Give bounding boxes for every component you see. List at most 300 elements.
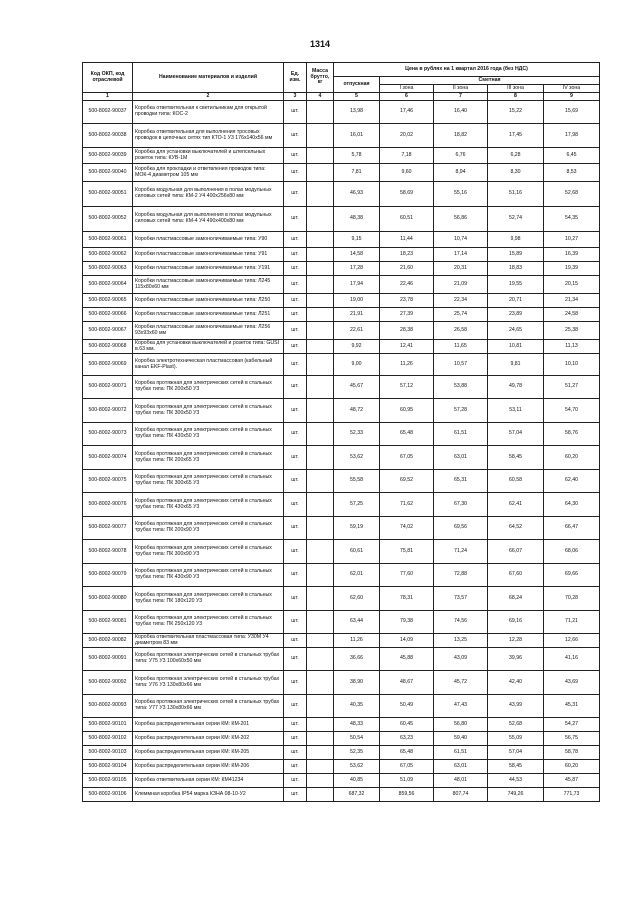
- zone-4-price-cell: 62,40: [544, 470, 600, 493]
- column-number: 7: [434, 93, 488, 101]
- table-row: [83, 732, 600, 746]
- okp-code-cell: 500-8002-90101: [83, 718, 133, 732]
- table-row: [83, 695, 600, 718]
- zone-1-price-cell: 28,38: [380, 322, 434, 340]
- material-name-cell: Коробка протяжная для электрических сетей в стальных трубах типа: ПК 300х50 У3: [133, 399, 284, 423]
- material-name-cell: Коробка распределительная серии КМ: КМ-201: [133, 718, 284, 732]
- material-name-cell: Коробка ответвительная к светильникам для открытой проводки типа: КОС-2: [133, 101, 284, 124]
- table-row: [83, 399, 600, 423]
- zone-4-price-cell: 20,15: [544, 276, 600, 294]
- material-name-cell: Коробка электротехническая пластмассовая (кабельный канал EKF-Plast).: [133, 354, 284, 376]
- zone-1-price-cell: 65,48: [380, 423, 434, 446]
- okp-code-cell: 500-8002-90103: [83, 746, 133, 760]
- column-number: 2: [133, 93, 284, 101]
- zone-2-price-cell: 13,25: [434, 634, 488, 648]
- mass-cell: [307, 540, 334, 564]
- table-row: [83, 101, 600, 124]
- mass-cell: [307, 746, 334, 760]
- mass-cell: [307, 788, 334, 802]
- zone-2-price-cell: 25,74: [434, 308, 488, 322]
- zone-4-price-cell: 41,16: [544, 648, 600, 671]
- mass-cell: [307, 340, 334, 354]
- unit-cell: шт.: [284, 611, 307, 634]
- release-price-cell: 9,00: [334, 354, 380, 376]
- mass-cell: [307, 124, 334, 148]
- zone-1-price-cell: 859,56: [380, 788, 434, 802]
- unit-cell: шт.: [284, 774, 307, 788]
- zone-3-price-cell: 58,45: [488, 760, 544, 774]
- zone-4-price-cell: 17,98: [544, 124, 600, 148]
- okp-code-cell: 500-8002-90074: [83, 446, 133, 470]
- zone-2-price-cell: 57,28: [434, 399, 488, 423]
- table-row: [83, 182, 600, 207]
- zone-4-price-cell: 52,68: [544, 182, 600, 207]
- material-name-cell: Коробка для прокладки и ответвления проводов типа: МОК-4 диаметром 105 мм: [133, 164, 284, 182]
- unit-cell: шт.: [284, 399, 307, 423]
- material-name-cell: Коробка для установки выключателей и штепсельных розеток типа: КУВ-1М: [133, 148, 284, 164]
- column-number: 5: [334, 93, 380, 101]
- zone-2-price-cell: 11,65: [434, 340, 488, 354]
- release-price-cell: 9,92: [334, 340, 380, 354]
- mass-cell: [307, 423, 334, 446]
- release-price-cell: 17,94: [334, 276, 380, 294]
- release-price-cell: 36,66: [334, 648, 380, 671]
- zone-1-price-cell: 60,95: [380, 399, 434, 423]
- okp-code-cell: 500-8002-90067: [83, 322, 133, 340]
- unit-cell: шт.: [284, 564, 307, 587]
- mass-cell: [307, 517, 334, 540]
- mass-cell: [307, 207, 334, 232]
- okp-code-cell: 500-8002-90037: [83, 101, 133, 124]
- zone-4-price-cell: 45,87: [544, 774, 600, 788]
- zone-3-price-cell: 52,74: [488, 207, 544, 232]
- okp-code-cell: 500-8002-90104: [83, 760, 133, 774]
- zone-1-price-cell: 69,52: [380, 470, 434, 493]
- mass-cell: [307, 470, 334, 493]
- zone-1-price-cell: 12,41: [380, 340, 434, 354]
- release-price-cell: 21,91: [334, 308, 380, 322]
- release-price-cell: 57,25: [334, 493, 380, 517]
- release-price-cell: 50,54: [334, 732, 380, 746]
- material-name-cell: Коробка протяжная для электрических сетей в стальных трубах типа: ПК 200х90 У3: [133, 517, 284, 540]
- zone-3-price-cell: 749,26: [488, 788, 544, 802]
- zone-4-price-cell: 10,27: [544, 232, 600, 248]
- zone-3-price-cell: 8,30: [488, 164, 544, 182]
- zone-1-price-cell: 11,26: [380, 354, 434, 376]
- okp-code-cell: 500-8002-90081: [83, 611, 133, 634]
- zone-4-price-cell: 16,39: [544, 248, 600, 262]
- table-row: [83, 262, 600, 276]
- material-name-cell: Коробка распределительная серии КМ: КМ-206: [133, 760, 284, 774]
- header-price-group: Цена в рублях на 1 квартал 2016 года (без НДС): [334, 63, 600, 77]
- zone-3-price-cell: 69,16: [488, 611, 544, 634]
- zone-4-price-cell: 66,47: [544, 517, 600, 540]
- zone-3-price-cell: 42,40: [488, 671, 544, 695]
- zone-3-price-cell: 57,04: [488, 746, 544, 760]
- mass-cell: [307, 276, 334, 294]
- zone-3-price-cell: 64,52: [488, 517, 544, 540]
- release-price-cell: 22,61: [334, 322, 380, 340]
- unit-cell: шт.: [284, 207, 307, 232]
- zone-1-price-cell: 71,62: [380, 493, 434, 517]
- release-price-cell: 63,44: [334, 611, 380, 634]
- table-row: [83, 774, 600, 788]
- zone-1-price-cell: 27,39: [380, 308, 434, 322]
- mass-cell: [307, 101, 334, 124]
- column-numbers-row: [83, 93, 600, 101]
- zone-1-price-cell: 60,45: [380, 718, 434, 732]
- zone-2-price-cell: 53,88: [434, 376, 488, 399]
- table-row: [83, 470, 600, 493]
- mass-cell: [307, 248, 334, 262]
- unit-cell: шт.: [284, 634, 307, 648]
- zone-4-price-cell: 54,70: [544, 399, 600, 423]
- unit-cell: шт.: [284, 671, 307, 695]
- material-name-cell: Коробка протяжная для электрических сетей в стальных трубах типа: ПК 250х120 У3: [133, 611, 284, 634]
- header-zone-3: III зона: [488, 85, 544, 93]
- column-number: 9: [544, 93, 600, 101]
- okp-code-cell: 500-8002-90093: [83, 695, 133, 718]
- zone-4-price-cell: 19,39: [544, 262, 600, 276]
- release-price-cell: 40,85: [334, 774, 380, 788]
- table-row: [83, 648, 600, 671]
- okp-code-cell: 500-8002-90077: [83, 517, 133, 540]
- zone-1-price-cell: 67,05: [380, 446, 434, 470]
- material-name-cell: Коробка распределительная серии КМ: КМ-202: [133, 732, 284, 746]
- material-name-cell: Коробка модульная для выполнения в полах модульных силовых сетей типа: КМ-4 У4 490х400х80 мм: [133, 207, 284, 232]
- zone-1-price-cell: 65,48: [380, 746, 434, 760]
- unit-cell: шт.: [284, 746, 307, 760]
- table-row: [83, 760, 600, 774]
- zone-1-price-cell: 50,49: [380, 695, 434, 718]
- zone-4-price-cell: 6,45: [544, 148, 600, 164]
- zone-1-price-cell: 20,02: [380, 124, 434, 148]
- zone-3-price-cell: 55,09: [488, 732, 544, 746]
- mass-cell: [307, 399, 334, 423]
- zone-3-price-cell: 19,55: [488, 276, 544, 294]
- unit-cell: шт.: [284, 276, 307, 294]
- material-name-cell: Коробки пластмассовые замоноличиваемые типа: Л245 115х80х60 мм: [133, 276, 284, 294]
- zone-4-price-cell: 60,20: [544, 446, 600, 470]
- zone-1-price-cell: 79,38: [380, 611, 434, 634]
- table-row: [83, 294, 600, 308]
- mass-cell: [307, 354, 334, 376]
- header-name: Наименование материалов и изделий: [133, 63, 284, 93]
- zone-2-price-cell: 47,43: [434, 695, 488, 718]
- unit-cell: шт.: [284, 648, 307, 671]
- zone-3-price-cell: 58,45: [488, 446, 544, 470]
- material-name-cell: Коробка протяжная для электрических сетей в стальных трубах типа: ПК 430х65 У3: [133, 493, 284, 517]
- release-price-cell: 62,01: [334, 564, 380, 587]
- mass-cell: [307, 564, 334, 587]
- zone-2-price-cell: 59,40: [434, 732, 488, 746]
- material-name-cell: Клеммная коробка IP54 марка КЗНА 08-10-У2: [133, 788, 284, 802]
- zone-1-price-cell: 21,60: [380, 262, 434, 276]
- table-row: [83, 164, 600, 182]
- table-body: [83, 101, 600, 802]
- zone-3-price-cell: 53,11: [488, 399, 544, 423]
- zone-1-price-cell: 60,51: [380, 207, 434, 232]
- okp-code-cell: 500-8002-90052: [83, 207, 133, 232]
- zone-2-price-cell: 56,86: [434, 207, 488, 232]
- release-price-cell: 7,81: [334, 164, 380, 182]
- zone-2-price-cell: 10,57: [434, 354, 488, 376]
- zone-2-price-cell: 74,56: [434, 611, 488, 634]
- zone-2-price-cell: 26,58: [434, 322, 488, 340]
- mass-cell: [307, 182, 334, 207]
- mass-cell: [307, 732, 334, 746]
- okp-code-cell: 500-8002-90066: [83, 308, 133, 322]
- zone-1-price-cell: 74,02: [380, 517, 434, 540]
- material-name-cell: Коробка протяжная электрических сетей в стальных трубах типа: У77 У3 130х80х66 мм: [133, 695, 284, 718]
- zone-3-price-cell: 6,28: [488, 148, 544, 164]
- table-row: [83, 634, 600, 648]
- zone-4-price-cell: 12,66: [544, 634, 600, 648]
- unit-cell: шт.: [284, 322, 307, 340]
- zone-3-price-cell: 9,98: [488, 232, 544, 248]
- unit-cell: шт.: [284, 587, 307, 611]
- zone-1-price-cell: 51,09: [380, 774, 434, 788]
- okp-code-cell: 500-8002-90105: [83, 774, 133, 788]
- release-price-cell: 19,00: [334, 294, 380, 308]
- table-row: [83, 232, 600, 248]
- header-zone-1: I зона: [380, 85, 434, 93]
- material-name-cell: Коробка для установки выключателей и розеток типа: GUSI в.63 мм.: [133, 340, 284, 354]
- zone-4-price-cell: 58,76: [544, 423, 600, 446]
- release-price-cell: 48,33: [334, 718, 380, 732]
- table-row: [83, 493, 600, 517]
- material-name-cell: Коробка распределительная серии КМ: КМ-205: [133, 746, 284, 760]
- zone-2-price-cell: 67,30: [434, 493, 488, 517]
- zone-2-price-cell: 56,80: [434, 718, 488, 732]
- zone-4-price-cell: 56,75: [544, 732, 600, 746]
- zone-2-price-cell: 61,51: [434, 423, 488, 446]
- okp-code-cell: 500-8002-90039: [83, 148, 133, 164]
- zone-3-price-cell: 15,89: [488, 248, 544, 262]
- zone-2-price-cell: 21,09: [434, 276, 488, 294]
- zone-2-price-cell: 45,72: [434, 671, 488, 695]
- table-row: [83, 746, 600, 760]
- material-name-cell: Коробки пластмассовые замоноличиваемые типа: Л250: [133, 294, 284, 308]
- table-row: [83, 354, 600, 376]
- okp-code-cell: 500-8002-90064: [83, 276, 133, 294]
- unit-cell: шт.: [284, 354, 307, 376]
- unit-cell: шт.: [284, 294, 307, 308]
- zone-1-price-cell: 75,81: [380, 540, 434, 564]
- table-row: [83, 276, 600, 294]
- header-zone-4: IV зона: [544, 85, 600, 93]
- zone-1-price-cell: 57,12: [380, 376, 434, 399]
- unit-cell: шт.: [284, 446, 307, 470]
- zone-4-price-cell: 51,27: [544, 376, 600, 399]
- okp-code-cell: 500-8002-90082: [83, 634, 133, 648]
- okp-code-cell: 500-8002-90051: [83, 182, 133, 207]
- zone-3-price-cell: 67,60: [488, 564, 544, 587]
- zone-2-price-cell: 63,01: [434, 446, 488, 470]
- zone-4-price-cell: 68,06: [544, 540, 600, 564]
- zone-3-price-cell: 10,81: [488, 340, 544, 354]
- okp-code-cell: 500-8002-90092: [83, 671, 133, 695]
- unit-cell: шт.: [284, 517, 307, 540]
- unit-cell: шт.: [284, 760, 307, 774]
- unit-cell: шт.: [284, 232, 307, 248]
- zone-4-price-cell: 43,69: [544, 671, 600, 695]
- okp-code-cell: 500-8002-90062: [83, 248, 133, 262]
- zone-4-price-cell: 10,10: [544, 354, 600, 376]
- unit-cell: шт.: [284, 101, 307, 124]
- zone-2-price-cell: 10,74: [434, 232, 488, 248]
- zone-4-price-cell: 71,21: [544, 611, 600, 634]
- zone-4-price-cell: 8,53: [544, 164, 600, 182]
- unit-cell: шт.: [284, 732, 307, 746]
- release-price-cell: 14,58: [334, 248, 380, 262]
- column-number: 1: [83, 93, 133, 101]
- okp-code-cell: 500-8002-90106: [83, 788, 133, 802]
- table-row: [83, 587, 600, 611]
- zone-2-price-cell: 8,94: [434, 164, 488, 182]
- okp-code-cell: 500-8002-90069: [83, 354, 133, 376]
- material-name-cell: Коробка протяжная для электрических сетей в стальных трубах типа: ПК 200х50 У3: [133, 376, 284, 399]
- table-row: [83, 611, 600, 634]
- release-price-cell: 40,35: [334, 695, 380, 718]
- unit-cell: шт.: [284, 423, 307, 446]
- zone-1-price-cell: 67,05: [380, 760, 434, 774]
- release-price-cell: 48,38: [334, 207, 380, 232]
- zone-2-price-cell: 6,76: [434, 148, 488, 164]
- zone-1-price-cell: 9,60: [380, 164, 434, 182]
- table-row: [83, 423, 600, 446]
- table-row: [83, 540, 600, 564]
- mass-cell: [307, 262, 334, 276]
- price-table: [82, 62, 600, 802]
- column-number: 3: [284, 93, 307, 101]
- zone-1-price-cell: 14,09: [380, 634, 434, 648]
- unit-cell: шт.: [284, 470, 307, 493]
- okp-code-cell: 500-8002-90071: [83, 376, 133, 399]
- zone-3-price-cell: 68,24: [488, 587, 544, 611]
- zone-1-price-cell: 78,31: [380, 587, 434, 611]
- zone-2-price-cell: 18,82: [434, 124, 488, 148]
- zone-1-price-cell: 45,88: [380, 648, 434, 671]
- zone-3-price-cell: 43,99: [488, 695, 544, 718]
- material-name-cell: Коробка модульная для выполнения в полах модульных силовых сетей типа: КМ-2 У4 400х256х80 мм: [133, 182, 284, 207]
- material-name-cell: Коробка протяжная электрических сетей в стальных трубах типа: У75 У3 100х60х50 мм: [133, 648, 284, 671]
- unit-cell: шт.: [284, 248, 307, 262]
- zone-4-price-cell: 64,30: [544, 493, 600, 517]
- zone-2-price-cell: 17,14: [434, 248, 488, 262]
- zone-4-price-cell: 25,38: [544, 322, 600, 340]
- zone-3-price-cell: 57,04: [488, 423, 544, 446]
- zone-3-price-cell: 9,81: [488, 354, 544, 376]
- table-row: [83, 207, 600, 232]
- okp-code-cell: 500-8002-90072: [83, 399, 133, 423]
- header-mass: Масса брутто, кг: [307, 63, 334, 93]
- column-number: 6: [380, 93, 434, 101]
- release-price-cell: 16,01: [334, 124, 380, 148]
- zone-3-price-cell: 39,96: [488, 648, 544, 671]
- okp-code-cell: 500-8002-90061: [83, 232, 133, 248]
- okp-code-cell: 500-8002-90091: [83, 648, 133, 671]
- mass-cell: [307, 774, 334, 788]
- zone-1-price-cell: 7,18: [380, 148, 434, 164]
- mass-cell: [307, 648, 334, 671]
- table-row: [83, 308, 600, 322]
- zone-4-price-cell: 54,27: [544, 718, 600, 732]
- mass-cell: [307, 611, 334, 634]
- mass-cell: [307, 322, 334, 340]
- unit-cell: шт.: [284, 788, 307, 802]
- zone-4-price-cell: 771,73: [544, 788, 600, 802]
- column-number: 8: [488, 93, 544, 101]
- zone-3-price-cell: 20,71: [488, 294, 544, 308]
- mass-cell: [307, 164, 334, 182]
- material-name-cell: Коробки пластмассовые замоноличиваемые типа: У90: [133, 232, 284, 248]
- mass-cell: [307, 294, 334, 308]
- zone-3-price-cell: 66,07: [488, 540, 544, 564]
- mass-cell: [307, 148, 334, 164]
- release-price-cell: 59,19: [334, 517, 380, 540]
- material-name-cell: Коробка протяжная для электрических сетей в стальных трубах типа: ПК 300х65 У3: [133, 470, 284, 493]
- unit-cell: шт.: [284, 695, 307, 718]
- material-name-cell: Коробка протяжная для электрических сетей в стальных трубах типа: ПК 180х120 У3: [133, 587, 284, 611]
- zone-3-price-cell: 17,45: [488, 124, 544, 148]
- okp-code-cell: 500-8002-90073: [83, 423, 133, 446]
- unit-cell: шт.: [284, 376, 307, 399]
- zone-4-price-cell: 21,34: [544, 294, 600, 308]
- unit-cell: шт.: [284, 148, 307, 164]
- release-price-cell: 60,61: [334, 540, 380, 564]
- zone-1-price-cell: 18,23: [380, 248, 434, 262]
- release-price-cell: 53,62: [334, 760, 380, 774]
- release-price-cell: 9,15: [334, 232, 380, 248]
- okp-code-cell: 500-8002-90063: [83, 262, 133, 276]
- okp-code-cell: 500-8002-90080: [83, 587, 133, 611]
- release-price-cell: 55,58: [334, 470, 380, 493]
- zone-2-price-cell: 48,01: [434, 774, 488, 788]
- unit-cell: шт.: [284, 540, 307, 564]
- zone-1-price-cell: 22,46: [380, 276, 434, 294]
- okp-code-cell: 500-8002-90078: [83, 540, 133, 564]
- unit-cell: шт.: [284, 718, 307, 732]
- mass-cell: [307, 376, 334, 399]
- zone-3-price-cell: 62,41: [488, 493, 544, 517]
- unit-cell: шт.: [284, 262, 307, 276]
- table-row: [83, 446, 600, 470]
- mass-cell: [307, 232, 334, 248]
- zone-2-price-cell: 16,40: [434, 101, 488, 124]
- table-row: [83, 376, 600, 399]
- table-row: [83, 340, 600, 354]
- mass-cell: [307, 446, 334, 470]
- zone-1-price-cell: 23,78: [380, 294, 434, 308]
- table-row: [83, 517, 600, 540]
- zone-1-price-cell: 11,44: [380, 232, 434, 248]
- table-row: [83, 322, 600, 340]
- zone-3-price-cell: 49,78: [488, 376, 544, 399]
- zone-3-price-cell: 23,89: [488, 308, 544, 322]
- okp-code-cell: 500-8002-90038: [83, 124, 133, 148]
- table-header: [83, 63, 600, 101]
- table-row: [83, 718, 600, 732]
- zone-2-price-cell: 807,74: [434, 788, 488, 802]
- zone-1-price-cell: 17,46: [380, 101, 434, 124]
- zone-4-price-cell: 60,20: [544, 760, 600, 774]
- zone-3-price-cell: 15,22: [488, 101, 544, 124]
- okp-code-cell: 500-8002-90065: [83, 294, 133, 308]
- zone-3-price-cell: 12,28: [488, 634, 544, 648]
- mass-cell: [307, 634, 334, 648]
- zone-4-price-cell: 54,35: [544, 207, 600, 232]
